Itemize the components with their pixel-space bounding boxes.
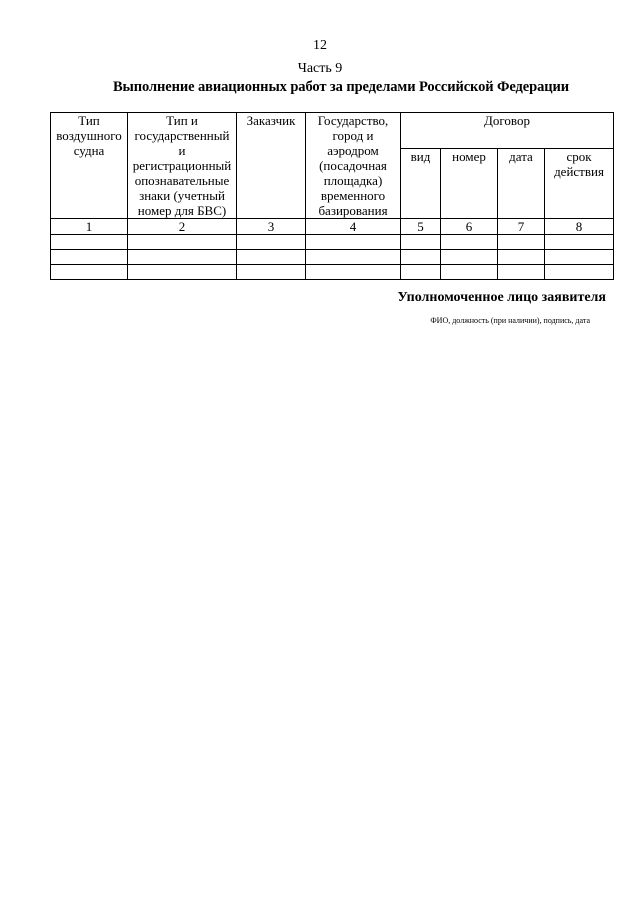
header-contract-term: срок действия xyxy=(545,149,614,219)
table-cell xyxy=(237,250,306,265)
column-number: 3 xyxy=(237,219,306,235)
table-cell xyxy=(51,250,128,265)
table-row xyxy=(51,235,614,250)
table-cell xyxy=(128,235,237,250)
table-cell xyxy=(545,265,614,280)
table-cell xyxy=(545,250,614,265)
page-number: 12 xyxy=(313,38,327,53)
table-cell xyxy=(441,250,498,265)
header-state-city-aerodrome: Государство, город и аэродром (посадочная площадка) временного базирования xyxy=(306,113,401,219)
table-cell xyxy=(51,235,128,250)
table-cell xyxy=(401,235,441,250)
table-row xyxy=(51,265,614,280)
section-title: Выполнение авиационных работ за пределами Российской Федерации xyxy=(112,79,569,95)
table-cell xyxy=(498,235,545,250)
header-contract-date: дата xyxy=(498,149,545,219)
header-contract: Договор xyxy=(401,113,614,149)
table-row xyxy=(51,250,614,265)
header-contract-number: номер xyxy=(441,149,498,219)
header-aircraft-type: Тип воздушного судна xyxy=(51,113,128,219)
table-cell xyxy=(441,265,498,280)
column-number: 4 xyxy=(306,219,401,235)
column-number: 6 xyxy=(441,219,498,235)
table-cell xyxy=(441,235,498,250)
table-cell xyxy=(51,265,128,280)
signature-title: Уполномоченное лицо заявителя xyxy=(397,290,606,305)
column-number: 1 xyxy=(51,219,128,235)
table-cell xyxy=(306,265,401,280)
signature-note: ФИО, должность (при наличии), подпись, дата xyxy=(430,316,590,325)
column-number: 7 xyxy=(498,219,545,235)
table-cell xyxy=(545,235,614,250)
table-cell xyxy=(128,265,237,280)
aviation-works-table xyxy=(50,112,614,280)
header-customer: Заказчик xyxy=(237,113,306,219)
table-cell xyxy=(128,250,237,265)
part-title: Часть 9 xyxy=(297,61,343,76)
table-cell xyxy=(306,235,401,250)
table-cell xyxy=(401,250,441,265)
column-number: 8 xyxy=(545,219,614,235)
table-cell xyxy=(498,250,545,265)
table-cell xyxy=(498,265,545,280)
column-number: 2 xyxy=(128,219,237,235)
table-cell xyxy=(237,265,306,280)
column-number: 5 xyxy=(401,219,441,235)
table-cell xyxy=(401,265,441,280)
table-cell xyxy=(306,250,401,265)
header-type-and-marks: Тип и государственный и регистрационный опознавательные знаки (учетный номер для БВС) xyxy=(128,113,237,219)
header-contract-type: вид xyxy=(401,149,441,219)
table-cell xyxy=(237,235,306,250)
